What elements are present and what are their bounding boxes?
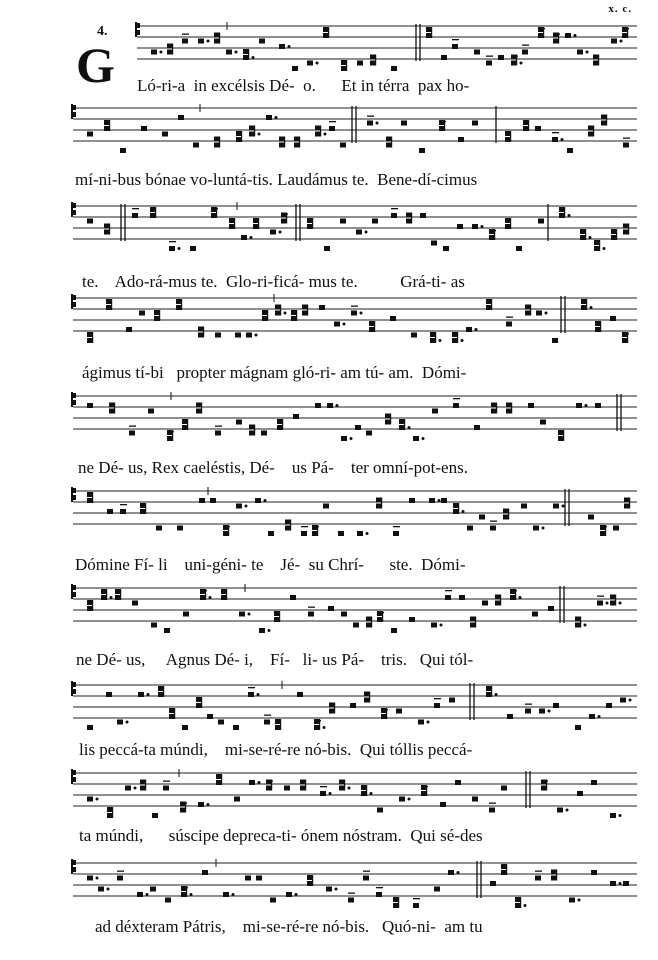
lyric-line: ta múndi, súscipe depreca-ti- ónem nóstram. Qui sé-des xyxy=(79,826,483,845)
neume-note xyxy=(348,898,354,903)
lyric-line: ágimus tí-bi propter mágnam gló-ri- am tú- am. Dómi- xyxy=(82,363,467,382)
neume-note xyxy=(87,876,93,881)
lyric-line: ad déxteram Pátris, mi-se-ré-re nó-bis. Quó-ni- am tu xyxy=(95,917,483,936)
neume-note xyxy=(434,887,440,892)
initial-letter: G xyxy=(76,37,115,93)
neume-note xyxy=(490,881,496,886)
lyric-line: ne Dé- us, Rex caeléstis, Dé- us Pá- ter omní-pot-ens. xyxy=(78,458,468,477)
neume-note xyxy=(610,881,616,886)
neume-note xyxy=(137,892,143,897)
neume-note xyxy=(535,876,541,881)
neume-note xyxy=(256,876,262,881)
lyric-line: lis peccá-ta múndi, mi-se-ré-re nó-bis. Qui tóllis peccá- xyxy=(79,740,473,759)
chant-number: 4. xyxy=(97,24,108,39)
neume-note xyxy=(448,870,454,875)
neume-note xyxy=(286,892,292,897)
neume-note xyxy=(376,892,382,897)
lyric-line: ne Dé- us, Agnus Dé- i, Fí- li- us Pá- tris. Qui tól- xyxy=(76,650,474,669)
c-clef-icon xyxy=(71,859,73,874)
neume-note xyxy=(117,876,123,881)
neume-note xyxy=(591,870,597,875)
lyric-line: Dómine Fí- li uni-géni- te Jé- su Chrí- ste. Dómi- xyxy=(75,555,466,574)
neume-note xyxy=(223,892,229,897)
neume-note xyxy=(270,898,276,903)
neume-note xyxy=(623,881,629,886)
neume-note xyxy=(202,870,208,875)
neume-note xyxy=(98,887,104,892)
neume-note xyxy=(165,898,171,903)
neume-note xyxy=(326,887,332,892)
neume-note xyxy=(569,898,575,903)
neume-note xyxy=(245,876,251,881)
mode-label: x. c. xyxy=(608,3,632,15)
neume-note xyxy=(363,876,369,881)
lyric-line: Ló-ri-a in excélsis Dé- o. Et in térra pax ho- xyxy=(137,76,470,95)
neume-note xyxy=(413,903,419,908)
lyric-line: mí-ni-bus bónae vo-luntá-tis. Laudámus te. Bene-dí-cimus xyxy=(75,170,478,189)
neume-note xyxy=(150,887,156,892)
lyric-line: te. Ado-rá-mus te. Glo-ri-ficá- mus te. Grá-ti- as xyxy=(82,272,465,291)
